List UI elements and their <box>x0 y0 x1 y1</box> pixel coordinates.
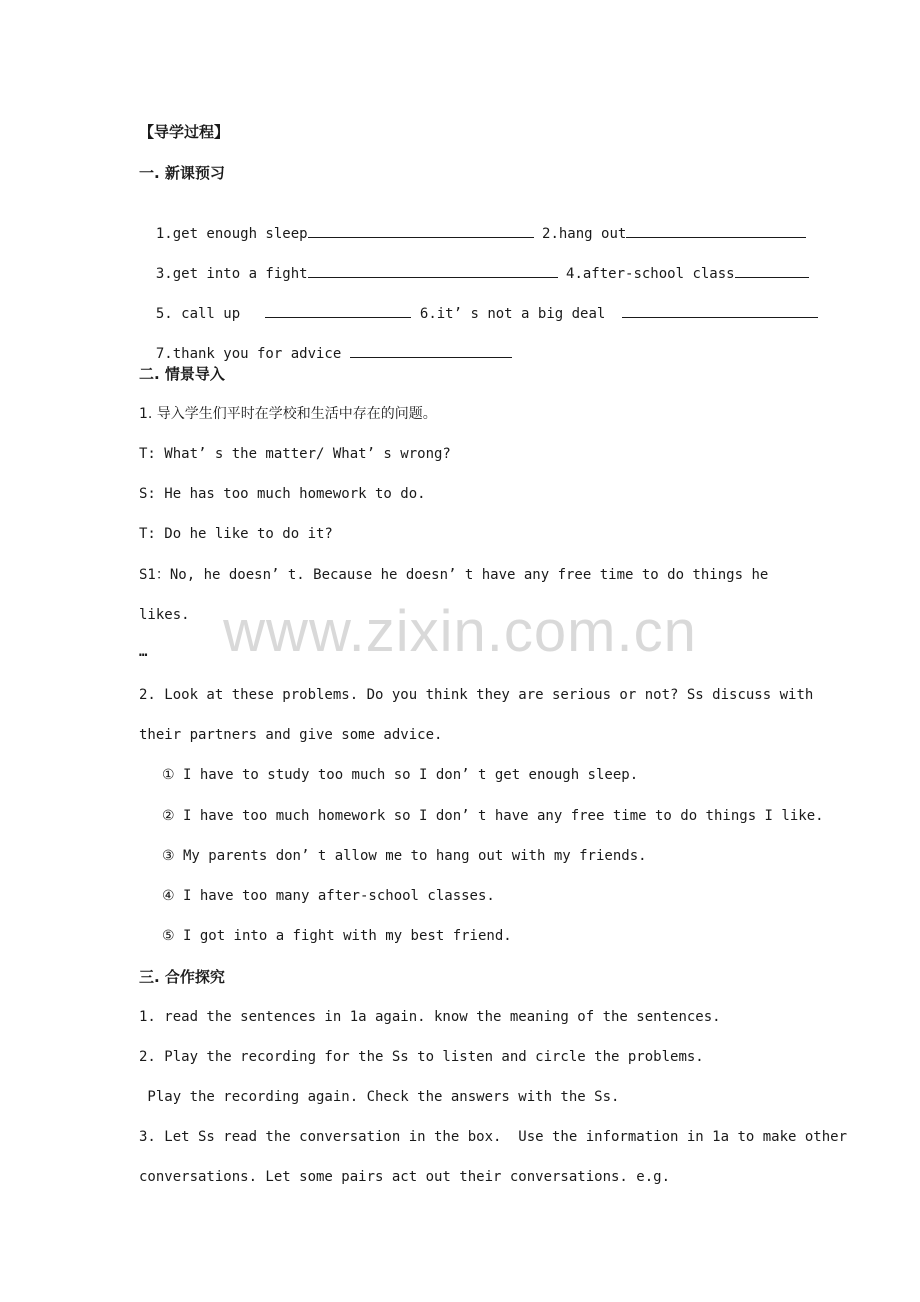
vocab-item: 6.it’ s not a big deal <box>419 306 606 322</box>
intro-line: 1. 导入学生们平时在学校和生活中存在的问题。 <box>139 406 437 422</box>
problem-item: ④ I have too many after-school classes. <box>162 888 495 904</box>
intro-ellipsis: … <box>139 644 148 660</box>
problem-item: ① I have to study too much so I don’ t get enough sleep. <box>162 767 639 783</box>
answer-blank[interactable] <box>350 343 512 358</box>
section-title: 【导学过程】 <box>139 123 230 141</box>
intro-line: their partners and give some advice. <box>139 727 443 743</box>
vocab-item: 1.get enough sleep <box>155 226 308 242</box>
vocab-item: 3.get into a fight <box>155 266 308 282</box>
preview-row-4 <box>139 323 512 364</box>
explore-line: conversations. Let some pairs act out their conversations. e.g. <box>139 1169 671 1185</box>
preview-row-3 <box>139 283 818 324</box>
explore-heading: 三. 合作探究 <box>139 968 225 986</box>
explore-line: 2. Play the recording for the Ss to listen and circle the problems. <box>139 1049 704 1065</box>
preview-heading: 一. 新课预习 <box>139 164 225 182</box>
intro-line: T: Do he like to do it? <box>139 526 333 542</box>
vocab-item: 7.thank you for advice <box>155 346 342 362</box>
preview-row-2 <box>139 243 809 284</box>
intro-heading: 二. 情景导入 <box>139 365 225 383</box>
explore-line: 3. Let Ss read the conversation in the box. Use the information in 1a to make other <box>139 1129 848 1145</box>
answer-blank[interactable] <box>265 303 411 318</box>
problem-item: ② I have too much homework so I don’ t have any free time to do things I like. <box>162 808 824 824</box>
intro-line: likes. <box>139 607 190 623</box>
answer-blank[interactable] <box>735 263 809 278</box>
explore-line: 1. read the sentences in 1a again. know the meaning of the sentences. <box>139 1009 721 1025</box>
vocab-item: 5. call up <box>155 306 241 322</box>
intro-line: S: He has too much homework to do. <box>139 486 426 502</box>
answer-blank[interactable] <box>622 303 818 318</box>
preview-row-1 <box>139 203 806 244</box>
intro-line: S1：No, he doesn’ t. Because he doesn’ t have any free time to do things he <box>139 567 769 583</box>
intro-line: 2. Look at these problems. Do you think they are serious or not? Ss discuss with <box>139 687 814 703</box>
explore-line: Play the recording again. Check the answers with the Ss. <box>139 1089 620 1105</box>
problem-item: ⑤ I got into a fight with my best friend. <box>162 928 512 944</box>
problem-item: ③ My parents don’ t allow me to hang out with my friends. <box>162 848 647 864</box>
watermark: www.zixin.com.cn <box>223 599 697 664</box>
vocab-item: 2.hang out <box>542 226 627 242</box>
answer-blank[interactable] <box>626 223 806 238</box>
answer-blank[interactable] <box>308 223 534 238</box>
vocab-item: 4.after-school class <box>566 266 735 282</box>
answer-blank[interactable] <box>308 263 558 278</box>
intro-line: T: What’ s the matter/ What’ s wrong? <box>139 446 451 462</box>
